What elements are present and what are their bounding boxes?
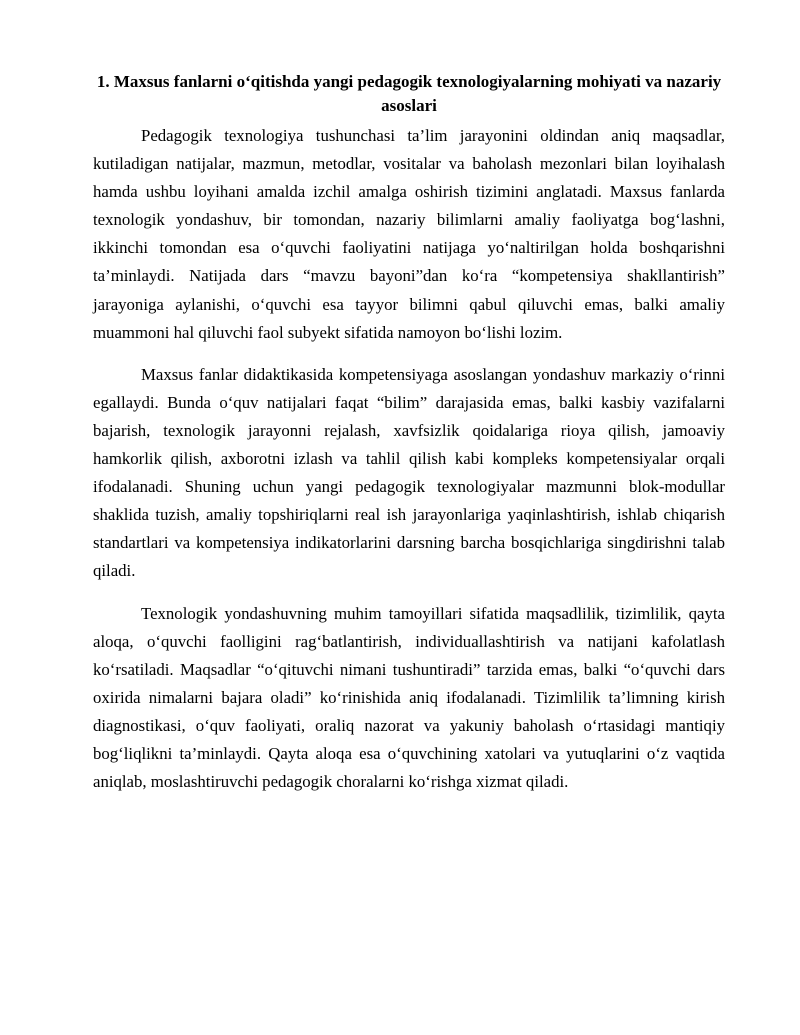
paragraph-1: Pedagogik texnologiya tushunchasi ta’lim jarayonini oldindan aniq maqsadlar, kutiladigan natijalar, mazmun, metodlar, vositalar va baholash mezonlari bilan loyihalash hamda ushbu loyihani amalda izchil amalga oshirish tizimini anglatadi. Maxsus fanlarda texnologik yondashuv, bir tomondan, nazariy bilimlarni amaliy faoliyatga bog‘lashni, ikkinchi tomondan esa o‘quvchi faoliyatini natijaga yo‘naltirilgan holda boshqarishni ta’minlaydi. Natijada dars “mavzu bayoni”dan ko‘ra “kompetensiya shakllantirish” jarayoniga aylanishi, o‘quvchi esa tayyor bilimni qabul qiluvchi emas, balki amaliy muammoni hal qiluvchi faol subyekt sifatida namoyon bo‘lishi lozim. bbox=[93, 126, 725, 342]
paragraph-2: Maxsus fanlar didaktikasida kompetensiyaga asoslangan yondashuv markaziy o‘rinni egallaydi. Bunda o‘quv natijalari faqat “bilim” darajasida emas, balki kasbiy vazifalarni bajarish, texnologik jarayonni rejalash, xavfsizlik qoidalariga rioya qilish, jamoaviy hamkorlik qilish, axborotni izlash va tahlil qilish kabi kompleks kompetensiyalar orqali ifodalanadi. Shuning uchun yangi pedagogik texnologiyalar mazmunni blok-modullar shaklida tuzish, amaliy topshiriqlarni real ish jarayonlariga yaqinlashtirish, ishlab chiqarish standartlari va kompetensiya indikatorlarini darsning barcha bosqichlariga singdirishni talab qiladi. bbox=[93, 364, 725, 581]
paragraph-3: Texnologik yondashuvning muhim tamoyillari sifatida maqsadlilik, tizimlilik, qayta aloqa, o‘quvchi faolligini rag‘batlantirish, individuallashtirish va natijani kafolatlash ko‘rsatiladi. Maqsadlar “o‘qituvchi nimani tushuntiradi” tarzida emas, balki “o‘quvchi dars oxirida nimalarni bajara oladi” ko‘rinishida aniq ifodalanadi. Tizimlilik ta’limning kirish diagnostikasi, o‘quv faoliyati, oraliq nazorat va yakuniy baholash o‘rtasidagi mantiqiy bog‘liqlikni ta’minlaydi. Qayta aloqa esa o‘quvchining xatolari va yutuqlarini o‘z vaqtida aniqlab, moslashtiruvchi pedagogik choralarni ko‘rishga xizmat qiladi. bbox=[93, 603, 725, 792]
section-heading: 1. Maxsus fanlarni o‘qitishda yangi pedagogik texnologiyalarning mohiyati va nazariy asoslari bbox=[96, 72, 722, 115]
